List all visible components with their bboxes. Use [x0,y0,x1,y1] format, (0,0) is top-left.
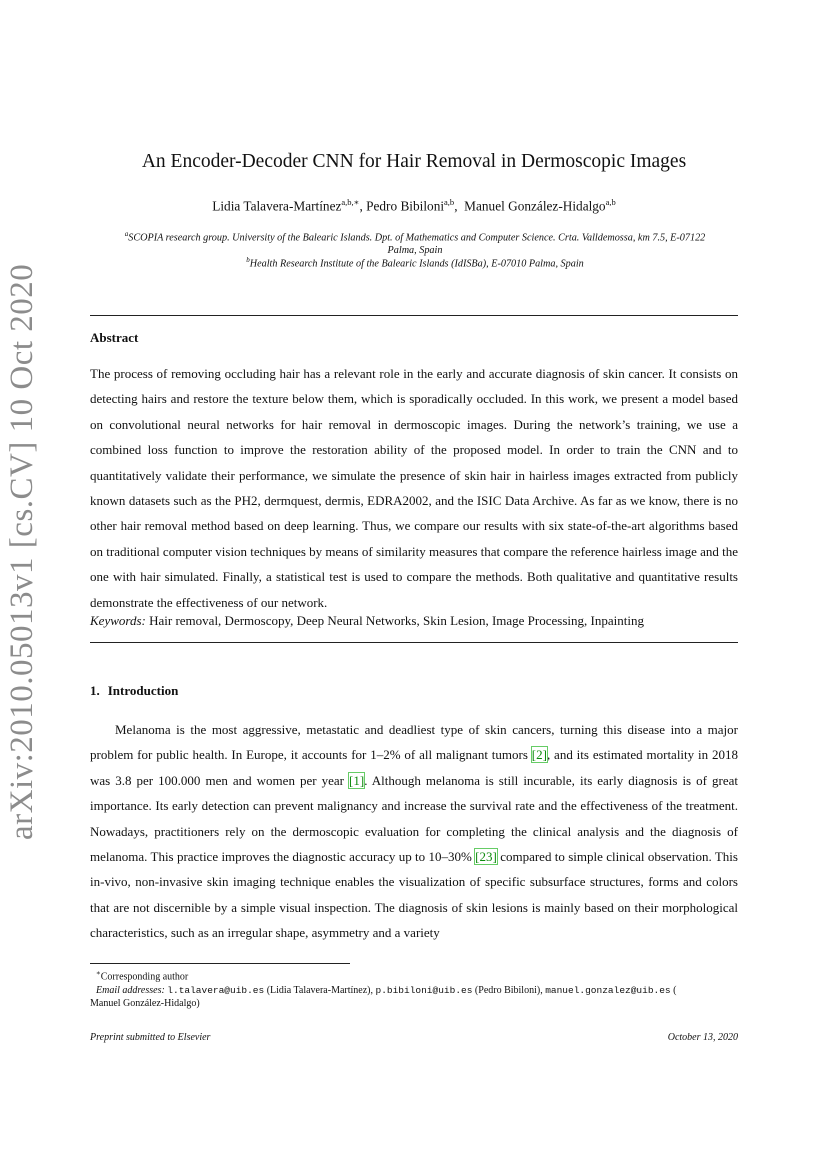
corresponding-author-label: Corresponding author [100,971,189,983]
paragraph-text: Melanoma is the most aggressive, metastatic and deadliest type of skin cancers, turning this disease into a major problem for public health. In Europe, it accounts for 1–2% of all malignant tumors [90,722,738,763]
paragraph-text: , and its estimated mortality in 2018 was 3.8 per 100.000 men and women per year [90,747,738,788]
citation-link[interactable]: [2] [531,747,547,763]
author-affiliation-mark: a,b [444,197,455,207]
abstract-body: The process of removing occluding hair has a relevant role in the early and accurate diagnosis of skin cancer. It consists on detecting hairs and restore the texture below them, which is sporadically occluded. In this work, we present a model based on convolutional neural networks for hair removal in dermoscopic images. During the network’s training, we use a combined loss function to improve the restoration ability of the proposed model. In order to train the CNN and to quantitatively validate their performance, we simulate the presence of skin hair in hairless images extracted from publicly known datasets such as the PH2, dermquest, dermis, EDRA2002, and the ISIC Data Archive. As far as we know, there is no other hair removal method based on deep learning. Thus, we compare our results with six state-of-the-art algorithms based on traditional computer vision techniques by means of similarity measures that compare the reference hairless image and the one with hair simulated. Finally, a statistical test is used to compare the methods. Both qualitative and quantitative results demonstrate the effectiveness of our network. [90,366,738,610]
email-label: Email addresses: [96,984,165,996]
footer-submission-note: Preprint submitted to Elsevier [90,1032,211,1043]
email-link[interactable]: l.talavera@uib.es [167,984,265,996]
author-name: Pedro Bibiloni [366,198,445,214]
citation-link[interactable]: [1] [349,772,365,788]
abstract-top-rule [90,315,738,316]
affiliation-a [92,228,738,257]
arxiv-identifier-stamp: arXiv:2010.05013v1 [cs.CV] 10 Oct 2020 [4,263,40,840]
email-owner-continued: Manuel González-Hidalgo) [90,998,200,1010]
paragraph-text: compared to simple clinical observation. This in-vivo, non-invasive skin imaging technique enables the visualization of specific subsurface structures, forms and colors that are not discernible by a simple visual inspection. The diagnosis of skin lesions is mainly based on their morphological characteristics, such as an irregular shape, asymmetry and a variety [90,849,738,941]
author-name: Lidia Talavera-Martínez [212,198,342,214]
abstract-bottom-rule [90,642,738,643]
keywords-label: Keywords: [90,613,146,628]
email-line [90,984,738,998]
footnote-rule [90,963,350,964]
footnote-mark: ∗ [96,969,101,977]
abstract-heading: Abstract [90,330,139,345]
keywords [90,613,644,629]
author-name: Manuel González-Hidalgo [464,198,606,214]
email-link[interactable]: manuel.gonzalez@uib.es [545,984,671,996]
introduction-paragraph [90,717,738,946]
citation-link[interactable]: [23] [475,849,497,865]
section-title: Introduction [107,683,179,698]
paragraph-text: . Although melanoma is still incurable, its early diagnosis is of great importance. Its early detection can prevent malignancy and increase the survival rate and the effectiveness of the treatment. Nowadays, practitioners rely on the dermoscopic evaluation for completing the clinical analysis and the diagnosis of melanoma. This practice improves the diagnostic accuracy up to 10–30% [90,772,738,865]
keywords-text: Hair removal, Dermoscopy, Deep Neural Networks, Skin Lesion, Image Processing, Inpainting [149,613,644,628]
affiliation-text: Health Research Institute of the Balearic Islands (IdISBa), E-07010 Palma, Spain [249,258,584,270]
footer-date: October 13, 2020 [667,1032,738,1043]
email-link[interactable]: p.bibiloni@uib.es [375,984,473,996]
section-number: 1. [90,683,100,698]
affiliation-mark: b [246,256,250,264]
email-owner: (Pedro Bibiloni), [472,984,546,996]
affiliation-text: SCOPIA research group. University of the Balearic Islands. Dpt. of Mathematics and Computer Science. Crta. Valldemossa, km 7.5, E-07122 [128,232,706,244]
affiliation-text-continued: Palma, Spain [387,245,443,257]
author-affiliation-mark: a,b,∗ [341,197,360,207]
author-affiliation-mark: a,b [605,197,616,207]
affiliation-mark: a [124,230,129,238]
section-heading [90,683,178,699]
paper-title: An Encoder-Decoder CNN for Hair Removal in Dermoscopic Images [141,151,687,172]
footnote [90,967,738,1011]
email-owner: (Lidia Talavera-Martínez), [264,984,376,996]
email-owner: ( [670,984,677,996]
author-list: Lidia Talavera-Martínez$^{a,b,∗}$, Pedro Bibiloni$^{a,b}$, Manuel González-Hidalgo$^{a,b}$ [212,197,616,214]
affiliation-b [92,254,738,270]
corresponding-author-note [90,967,738,984]
